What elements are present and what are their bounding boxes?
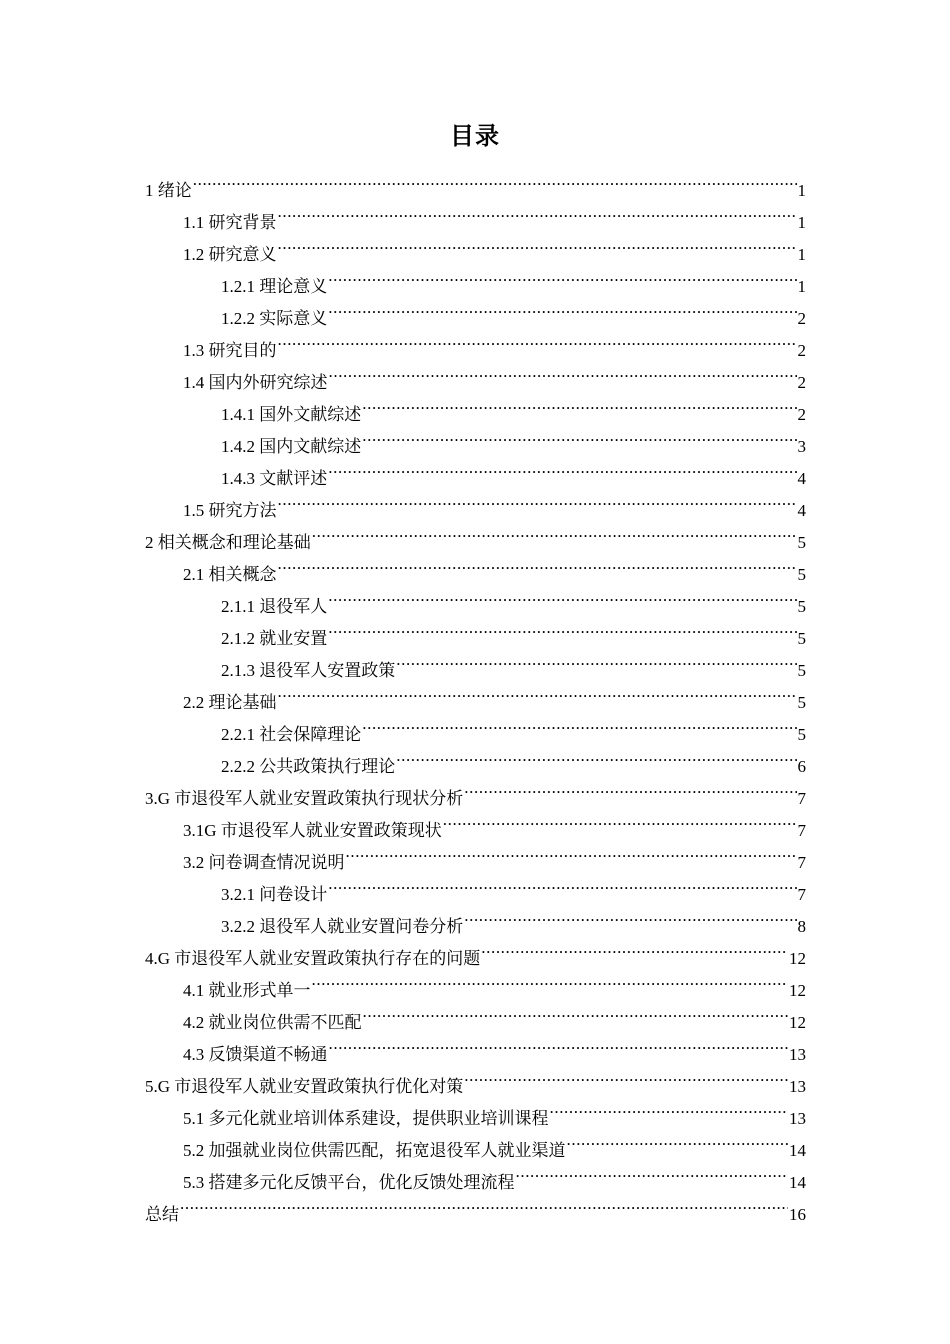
toc-dot-leader <box>464 1060 788 1092</box>
toc-dot-leader <box>362 420 796 452</box>
toc-dot-leader <box>278 324 797 356</box>
toc-entry-label: 5.3 搭建多元化反馈平台，优化反馈处理流程 <box>183 1173 515 1192</box>
toc-dot-leader <box>346 836 797 868</box>
toc-entry[interactable] <box>221 388 806 424</box>
toc-entry[interactable] <box>145 1188 806 1224</box>
toc-dot-leader <box>328 612 796 644</box>
toc-dot-leader <box>312 964 789 996</box>
toc-entry-page-number: 2 <box>797 309 806 328</box>
toc-entry-page-number: 1 <box>797 245 806 264</box>
toc-entry-label: 1.2.1 理论意义 <box>221 277 328 296</box>
toc-entry-page-number: 4 <box>797 469 806 488</box>
toc-entry-page-number: 13 <box>789 1109 806 1128</box>
toc-entry-label: 3.1G 市退役军人就业安置政策现状 <box>183 821 442 840</box>
toc-dot-leader <box>328 260 796 292</box>
toc-entry-page-number: 1 <box>797 213 806 232</box>
toc-dot-leader <box>193 164 797 196</box>
toc-dot-leader <box>481 932 788 964</box>
toc-entry-label: 4.1 就业形式单一 <box>183 981 311 1000</box>
toc-entry-label: 1.4.2 国内文献综述 <box>221 437 362 456</box>
toc-entry-label: 5.1 多元化就业培训体系建设，提供职业培训课程 <box>183 1109 549 1128</box>
toc-entry[interactable] <box>183 676 806 712</box>
toc-dot-leader <box>180 1188 788 1220</box>
toc-entry[interactable] <box>183 356 806 392</box>
toc-entry-label: 5.2 加强就业岗位供需匹配，拓宽退役军人就业渠道 <box>183 1141 566 1160</box>
toc-entry[interactable] <box>221 740 806 776</box>
toc-entry-label: 2.1.3 退役军人安置政策 <box>221 661 396 680</box>
toc-entry[interactable] <box>183 1156 806 1192</box>
toc-dot-leader <box>464 900 796 932</box>
toc-entry-page-number: 1 <box>797 181 806 200</box>
toc-entry-page-number: 5 <box>797 661 806 680</box>
toc-entry[interactable] <box>221 452 806 488</box>
toc-entry-label: 3.2.2 退役军人就业安置问卷分析 <box>221 917 464 936</box>
toc-dot-leader <box>443 804 797 836</box>
toc-entry-label: 5.G 市退役军人就业安置政策执行优化对策 <box>145 1077 464 1096</box>
toc-entry[interactable] <box>183 836 806 872</box>
toc-entry-page-number: 2 <box>797 341 806 360</box>
toc-entry[interactable] <box>221 868 806 904</box>
toc-dot-leader <box>329 356 797 388</box>
toc-entry-page-number: 14 <box>789 1141 806 1160</box>
toc-entry-label: 4.3 反馈渠道不畅通 <box>183 1045 328 1064</box>
toc-entry-page-number: 12 <box>789 1013 806 1032</box>
toc-entry-page-number: 14 <box>789 1173 806 1192</box>
toc-dot-leader <box>278 548 797 580</box>
toc-entry[interactable] <box>183 964 806 1000</box>
toc-entry-page-number: 3 <box>797 437 806 456</box>
toc-dot-leader <box>363 996 789 1028</box>
toc-entry-page-number: 5 <box>797 565 806 584</box>
toc-dot-leader <box>396 644 796 676</box>
toc-entry-page-number: 6 <box>797 757 806 776</box>
toc-entry[interactable] <box>221 260 806 296</box>
toc-entry-page-number: 1 <box>797 277 806 296</box>
toc-entry-label: 1.2 研究意义 <box>183 245 277 264</box>
toc-entry-page-number: 7 <box>797 885 806 904</box>
toc-entry[interactable] <box>221 900 806 936</box>
toc-dot-leader <box>328 868 796 900</box>
toc-entry-page-number: 4 <box>797 501 806 520</box>
toc-entry[interactable] <box>221 612 806 648</box>
toc-entry-label: 3.2 问卷调查情况说明 <box>183 853 345 872</box>
toc-entry[interactable] <box>183 996 806 1032</box>
toc-dot-leader <box>278 484 797 516</box>
toc-entry-label: 1.4 国内外研究综述 <box>183 373 328 392</box>
toc-dot-leader <box>550 1092 789 1124</box>
page-title: 目录 <box>450 122 500 150</box>
toc-entry[interactable] <box>183 228 806 264</box>
toc-entry[interactable] <box>183 1124 806 1160</box>
toc-entry-page-number: 5 <box>797 725 806 744</box>
toc-dot-leader <box>464 772 796 804</box>
toc-dot-leader <box>328 292 796 324</box>
toc-entry-page-number: 2 <box>797 405 806 424</box>
toc-dot-leader <box>516 1156 789 1188</box>
toc-entry-page-number: 8 <box>797 917 806 936</box>
toc-entry-page-number: 2 <box>797 373 806 392</box>
toc-entry-label: 3.G 市退役军人就业安置政策执行现状分析 <box>145 789 464 808</box>
toc-entry-label: 1.3 研究目的 <box>183 341 277 360</box>
toc-entry[interactable] <box>221 420 806 456</box>
toc-entry-label: 2 相关概念和理论基础 <box>145 533 311 552</box>
toc-entry-label: 1.1 研究背景 <box>183 213 277 232</box>
toc-entry-page-number: 7 <box>797 853 806 872</box>
toc-dot-leader <box>312 516 797 548</box>
toc-entry[interactable] <box>145 772 806 808</box>
toc-entry-label: 1.4.1 国外文献综述 <box>221 405 362 424</box>
toc-entry[interactable] <box>183 484 806 520</box>
toc-entry-label: 1 绪论 <box>145 181 192 200</box>
toc-entry[interactable] <box>145 164 806 200</box>
toc-entry[interactable] <box>221 580 806 616</box>
toc-entry[interactable] <box>183 1028 806 1064</box>
toc-entry-page-number: 13 <box>789 1077 806 1096</box>
toc-entry-page-number: 5 <box>797 597 806 616</box>
toc-dot-leader <box>328 452 796 484</box>
toc-entry[interactable] <box>183 196 806 232</box>
toc-entry-label: 1.2.2 实际意义 <box>221 309 328 328</box>
toc-entry[interactable] <box>183 548 806 584</box>
toc-entry[interactable] <box>183 1092 806 1128</box>
toc-entry-label: 2.2.1 社会保障理论 <box>221 725 362 744</box>
toc-entry-page-number: 7 <box>797 821 806 840</box>
toc-entry-label: 4.G 市退役军人就业安置政策执行存在的问题 <box>145 949 481 968</box>
toc-entry-label: 2.1 相关概念 <box>183 565 277 584</box>
toc-dot-leader <box>278 228 797 260</box>
toc-entry-label: 总结 <box>145 1205 179 1224</box>
toc-dot-leader <box>328 580 796 612</box>
toc-entry[interactable] <box>145 932 806 968</box>
toc-entry-label: 2.2 理论基础 <box>183 693 277 712</box>
toc-entry-page-number: 5 <box>797 629 806 648</box>
toc-dot-leader <box>278 676 797 708</box>
toc-entry-label: 1.5 研究方法 <box>183 501 277 520</box>
toc-entry-label: 2.1.1 退役军人 <box>221 597 328 616</box>
toc-dot-leader <box>567 1124 789 1156</box>
toc-entry-page-number: 12 <box>789 949 806 968</box>
toc-dot-leader <box>278 196 797 228</box>
toc-entry[interactable] <box>145 516 806 552</box>
toc-entry-page-number: 5 <box>797 533 806 552</box>
toc-entry-page-number: 13 <box>789 1045 806 1064</box>
toc-dot-leader <box>362 388 796 420</box>
toc-entry[interactable] <box>221 644 806 680</box>
toc-dot-leader <box>396 740 796 772</box>
toc-entry-label: 4.2 就业岗位供需不匹配 <box>183 1013 362 1032</box>
toc-entry-page-number: 5 <box>797 693 806 712</box>
toc-dot-leader <box>329 1028 789 1060</box>
toc-entry-label: 2.2.2 公共政策执行理论 <box>221 757 396 776</box>
toc-entry-page-number: 12 <box>789 981 806 1000</box>
toc-entry-page-number: 7 <box>797 789 806 808</box>
toc-entry-label: 3.2.1 问卷设计 <box>221 885 328 904</box>
toc-entry[interactable] <box>221 292 806 328</box>
toc-entry-label: 1.4.3 文献评述 <box>221 469 328 488</box>
toc-entry-page-number: 16 <box>789 1205 806 1224</box>
toc-entry[interactable] <box>145 1060 806 1096</box>
toc-entry[interactable] <box>183 804 806 840</box>
toc-entry[interactable] <box>183 324 806 360</box>
toc-dot-leader <box>362 708 796 740</box>
toc-entry-label: 2.1.2 就业安置 <box>221 629 328 648</box>
toc-entry[interactable] <box>221 708 806 744</box>
